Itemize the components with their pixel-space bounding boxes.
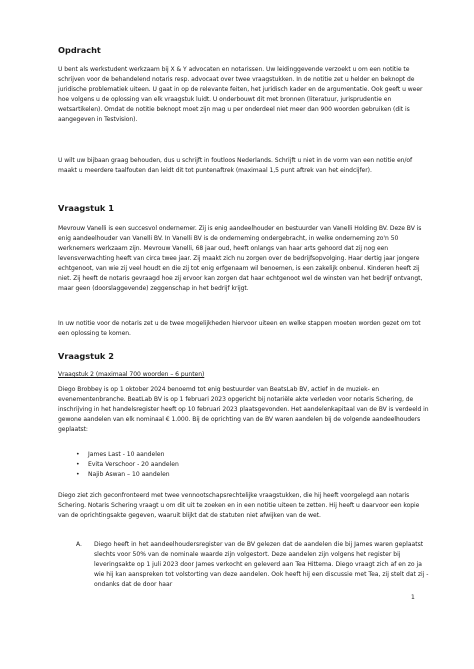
vraagstuk2-paragraph-1: Diego Brobbey is op 1 oktober 2024 benoemd tot enig bestuurder van BeatsLab BV, actief in de muziek- en evenementenbranche. BeatLab BV is op 1 februari 2023 opgericht bij notariële akte verleden voor notaris Schering, de inschrijving in het handelsregister heeft op 10 februari 2023 plaatsgevonden. Het aandelenkapitaal van de BV is verdeeld in gewone aandelen van elk nominaal € 1.000. Bij de oprichting van de BV waren aandelen bij de volgende aandeelhouders geplaatst: xyxy=(58,386,429,434)
vraagstuk2-paragraph-2: Diego ziet zich geconfronteerd met twee vennootschapsrechtelijke vraagstukken, die hij heeft voorgelegd aan notaris Schering. Notaris Schering vraagt u om dit uit te zoeken en in een notitie uiteen te zetten. Hij heeft u daarvoor een kopie van de oprichtingsakte gegeven, waaruit blijkt dat de statuten niet afwijken van de wet. xyxy=(58,492,420,520)
heading-opdracht: Opdracht xyxy=(58,45,101,55)
list-item: • Najib Aswan – 10 aandelen xyxy=(76,470,179,480)
list-item: • Evita Verschoor - 20 aandelen xyxy=(76,460,179,470)
vraagstuk1-paragraph-1: Mevrouw Vanelli is een succesvol ondernemer. Zij is enig aandeelhouder en bestuurder van Vanelli Holding BV. Deze BV is enig aandeelhouder van Vanelli BV. In Vanelli BV is de onderneming ondergebracht, in welke onderneming zo'n 50 werknemers werkzaam zijn. Mevrouw Vanelli, 68 jaar oud, heeft onlangs van haar arts gehoord dat zij nog een levensverwachting heeft van circa twee jaar. Zij maakt zich nu zorgen over de bedrijfsopvolging. Haar dertig jaar jongere echtgenoot, van wie zij veel houdt en die zij tot enig erfgenaam wil benoemen, is een zakelijk onbenul. Kinderen heeft zij niet. Zij heeft de notaris gevraagd hoe zij ervoor kan zorgen dat haar echtgenoot wel de winsten van het bedrijf ontvangt, maar geen (doorslaggevende) zeggenschap in het bedrijf krijgt. xyxy=(58,225,423,293)
shareholder-list xyxy=(76,450,179,480)
list-item: • James Last - 10 aandelen xyxy=(76,450,179,460)
vraagstuk2-subheading: Vraagstuk 2 (maximaal 700 woorden – 6 punten) xyxy=(58,371,205,378)
item-a-marker: A. xyxy=(76,541,82,548)
heading-vraagstuk-2: Vraagstuk 2 xyxy=(58,351,114,361)
opdracht-paragraph-2: U wilt uw bijbaan graag behouden, dus u schrijft in foutloos Nederlands. Schrijft u niet in de vorm van een notitie en/of maakt u meerdere taalfouten dan leidt dit tot puntenaftrek (maximaal 1,5 punt aftrek van het eindcijfer). xyxy=(58,157,413,175)
heading-vraagstuk-1: Vraagstuk 1 xyxy=(58,203,114,213)
item-a-text: Diego heeft in het aandeelhoudersregister van de BV gelezen dat de aandelen die bij James waren geplaatst slechts voor 50% van de nominale waarde zijn volgestort. Deze aandelen zijn volgens het register bij leveringsakte op 1 juli 2023 door James verkocht en geleverd aan Tea Hittema. Diego vraagt zich af en zo ja wie hij kan aanspreken tot volstorting van deze aandelen. Ook heeft hij een discussie met Tea, zij stelt dat zij - ondanks dat de door haar xyxy=(94,541,429,589)
document-page xyxy=(58,0,430,669)
page-number: 1 xyxy=(411,594,415,601)
vraagstuk1-paragraph-2: In uw notitie voor de notaris zet u de twee mogelijkheden hiervoor uiteen en welke stappen moeten worden gezet om tot een oplossing te komen. xyxy=(58,320,421,338)
opdracht-paragraph-1: U bent als werkstudent werkzaam bij X & Y advocaten en notarissen. Uw leidinggevende verzoekt u om een notitie te schrijven voor de behandelend notaris resp. advocaat over twee vraagstukken. In de notitie zet u helder en beknopt de juridische problematiek uiteen. U gaat in op de relevante feiten, het juridisch kader en de argumentatie. Ook geeft u weer hoe volgens u de oplossing van elk vraagstuk luidt. U onderbouwt dit met bronnen (literatuur, jurisprudentie en wetsartikelen). Omdat de notitie beknopt moet zijn mag u per onderdeel niet meer dan 900 woorden gebruiken (dit is aangegeven in Testvision). xyxy=(58,66,423,124)
